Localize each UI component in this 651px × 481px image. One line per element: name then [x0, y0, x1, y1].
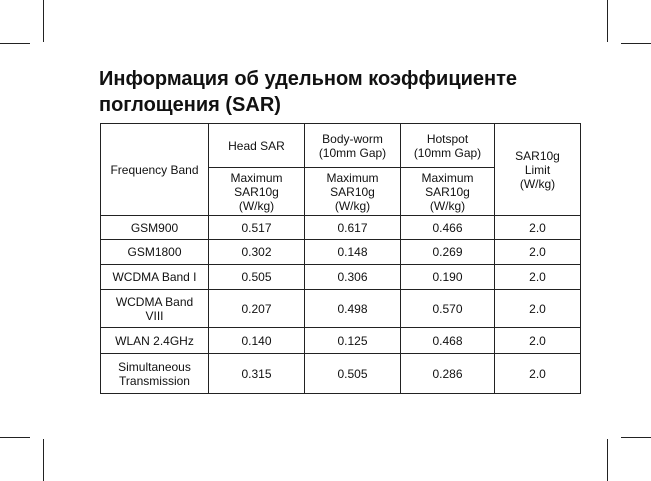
table-row [101, 240, 581, 265]
cell-body-sar: 0.505 [305, 354, 401, 394]
cell-body-sar: 0.306 [305, 265, 401, 290]
header-line: (10mm Gap) [413, 145, 482, 160]
subheader-line: Maximum [230, 170, 283, 185]
page-title [99, 66, 517, 118]
crop-mark [0, 437, 30, 438]
subheader-line: (W/kg) [238, 198, 275, 213]
subheader-line: SAR10g [234, 184, 279, 199]
crop-mark [43, 439, 44, 481]
subheader-line: (W/kg) [429, 198, 466, 213]
crop-mark [621, 437, 651, 438]
sar-table [100, 123, 581, 394]
cell-band-line: WCDMA Band [115, 294, 194, 309]
cell-band: WLAN 2.4GHz [101, 328, 209, 354]
cell-limit: 2.0 [495, 265, 581, 290]
cell-head-sar: 0.140 [209, 328, 305, 354]
cell-hotspot-sar: 0.269 [401, 240, 495, 265]
cell-band-line: Simultaneous [118, 359, 191, 374]
crop-mark [43, 0, 44, 42]
cell-body-sar: 0.125 [305, 328, 401, 354]
header-frequency-band: Frequency Band [101, 124, 209, 216]
cell-band: WCDMA Band I [101, 265, 209, 290]
table-row [101, 265, 581, 290]
header-head-sar: Head SAR [209, 124, 305, 168]
crop-mark [621, 43, 651, 44]
table-row [101, 354, 581, 394]
subheader-line: Maximum [326, 170, 379, 185]
cell-hotspot-sar: 0.190 [401, 265, 495, 290]
header-line: Hotspot [426, 131, 469, 146]
page-title-line: Информация об удельном коэффициенте [99, 68, 518, 90]
cell-head-sar: 0.505 [209, 265, 305, 290]
cell-limit: 2.0 [495, 354, 581, 394]
subheader-line: Maximum [421, 170, 474, 185]
header-hotspot [401, 124, 495, 168]
cell-band-line: VIII [145, 308, 164, 323]
subheader-hotspot-max [401, 168, 495, 216]
cell-hotspot-sar: 0.466 [401, 216, 495, 240]
cell-body-sar: 0.498 [305, 290, 401, 328]
subheader-body-max [305, 168, 401, 216]
subheader-head-max [209, 168, 305, 216]
cell-head-sar: 0.517 [209, 216, 305, 240]
subheader-line: (W/kg) [334, 198, 371, 213]
table-header-row [101, 124, 581, 168]
cell-limit: 2.0 [495, 240, 581, 265]
header-body-worn [305, 124, 401, 168]
cell-hotspot-sar: 0.286 [401, 354, 495, 394]
crop-mark [607, 0, 608, 42]
cell-head-sar: 0.302 [209, 240, 305, 265]
cell-band: GSM900 [101, 216, 209, 240]
cell-head-sar: 0.207 [209, 290, 305, 328]
cell-limit: 2.0 [495, 328, 581, 354]
table-row [101, 290, 581, 328]
cell-body-sar: 0.148 [305, 240, 401, 265]
subheader-line: SAR10g [425, 184, 470, 199]
header-line: Body-worm [322, 131, 383, 146]
header-line: (W/kg) [519, 176, 556, 191]
cell-hotspot-sar: 0.570 [401, 290, 495, 328]
cell-limit: 2.0 [495, 216, 581, 240]
page-title-line: поглощения (SAR) [99, 94, 281, 116]
table-row [101, 328, 581, 354]
cell-body-sar: 0.617 [305, 216, 401, 240]
table-row [101, 216, 581, 240]
header-line: Limit [524, 162, 551, 177]
crop-mark [607, 439, 608, 481]
cell-band [101, 354, 209, 394]
cell-band [101, 290, 209, 328]
crop-mark [0, 43, 30, 44]
header-line: SAR10g [515, 148, 560, 163]
header-line: (10mm Gap) [318, 145, 387, 160]
cell-limit: 2.0 [495, 290, 581, 328]
cell-head-sar: 0.315 [209, 354, 305, 394]
cell-band-line: Transmission [119, 373, 190, 388]
header-sar-limit [495, 124, 581, 216]
cell-band: GSM1800 [101, 240, 209, 265]
subheader-line: SAR10g [330, 184, 375, 199]
cell-hotspot-sar: 0.468 [401, 328, 495, 354]
